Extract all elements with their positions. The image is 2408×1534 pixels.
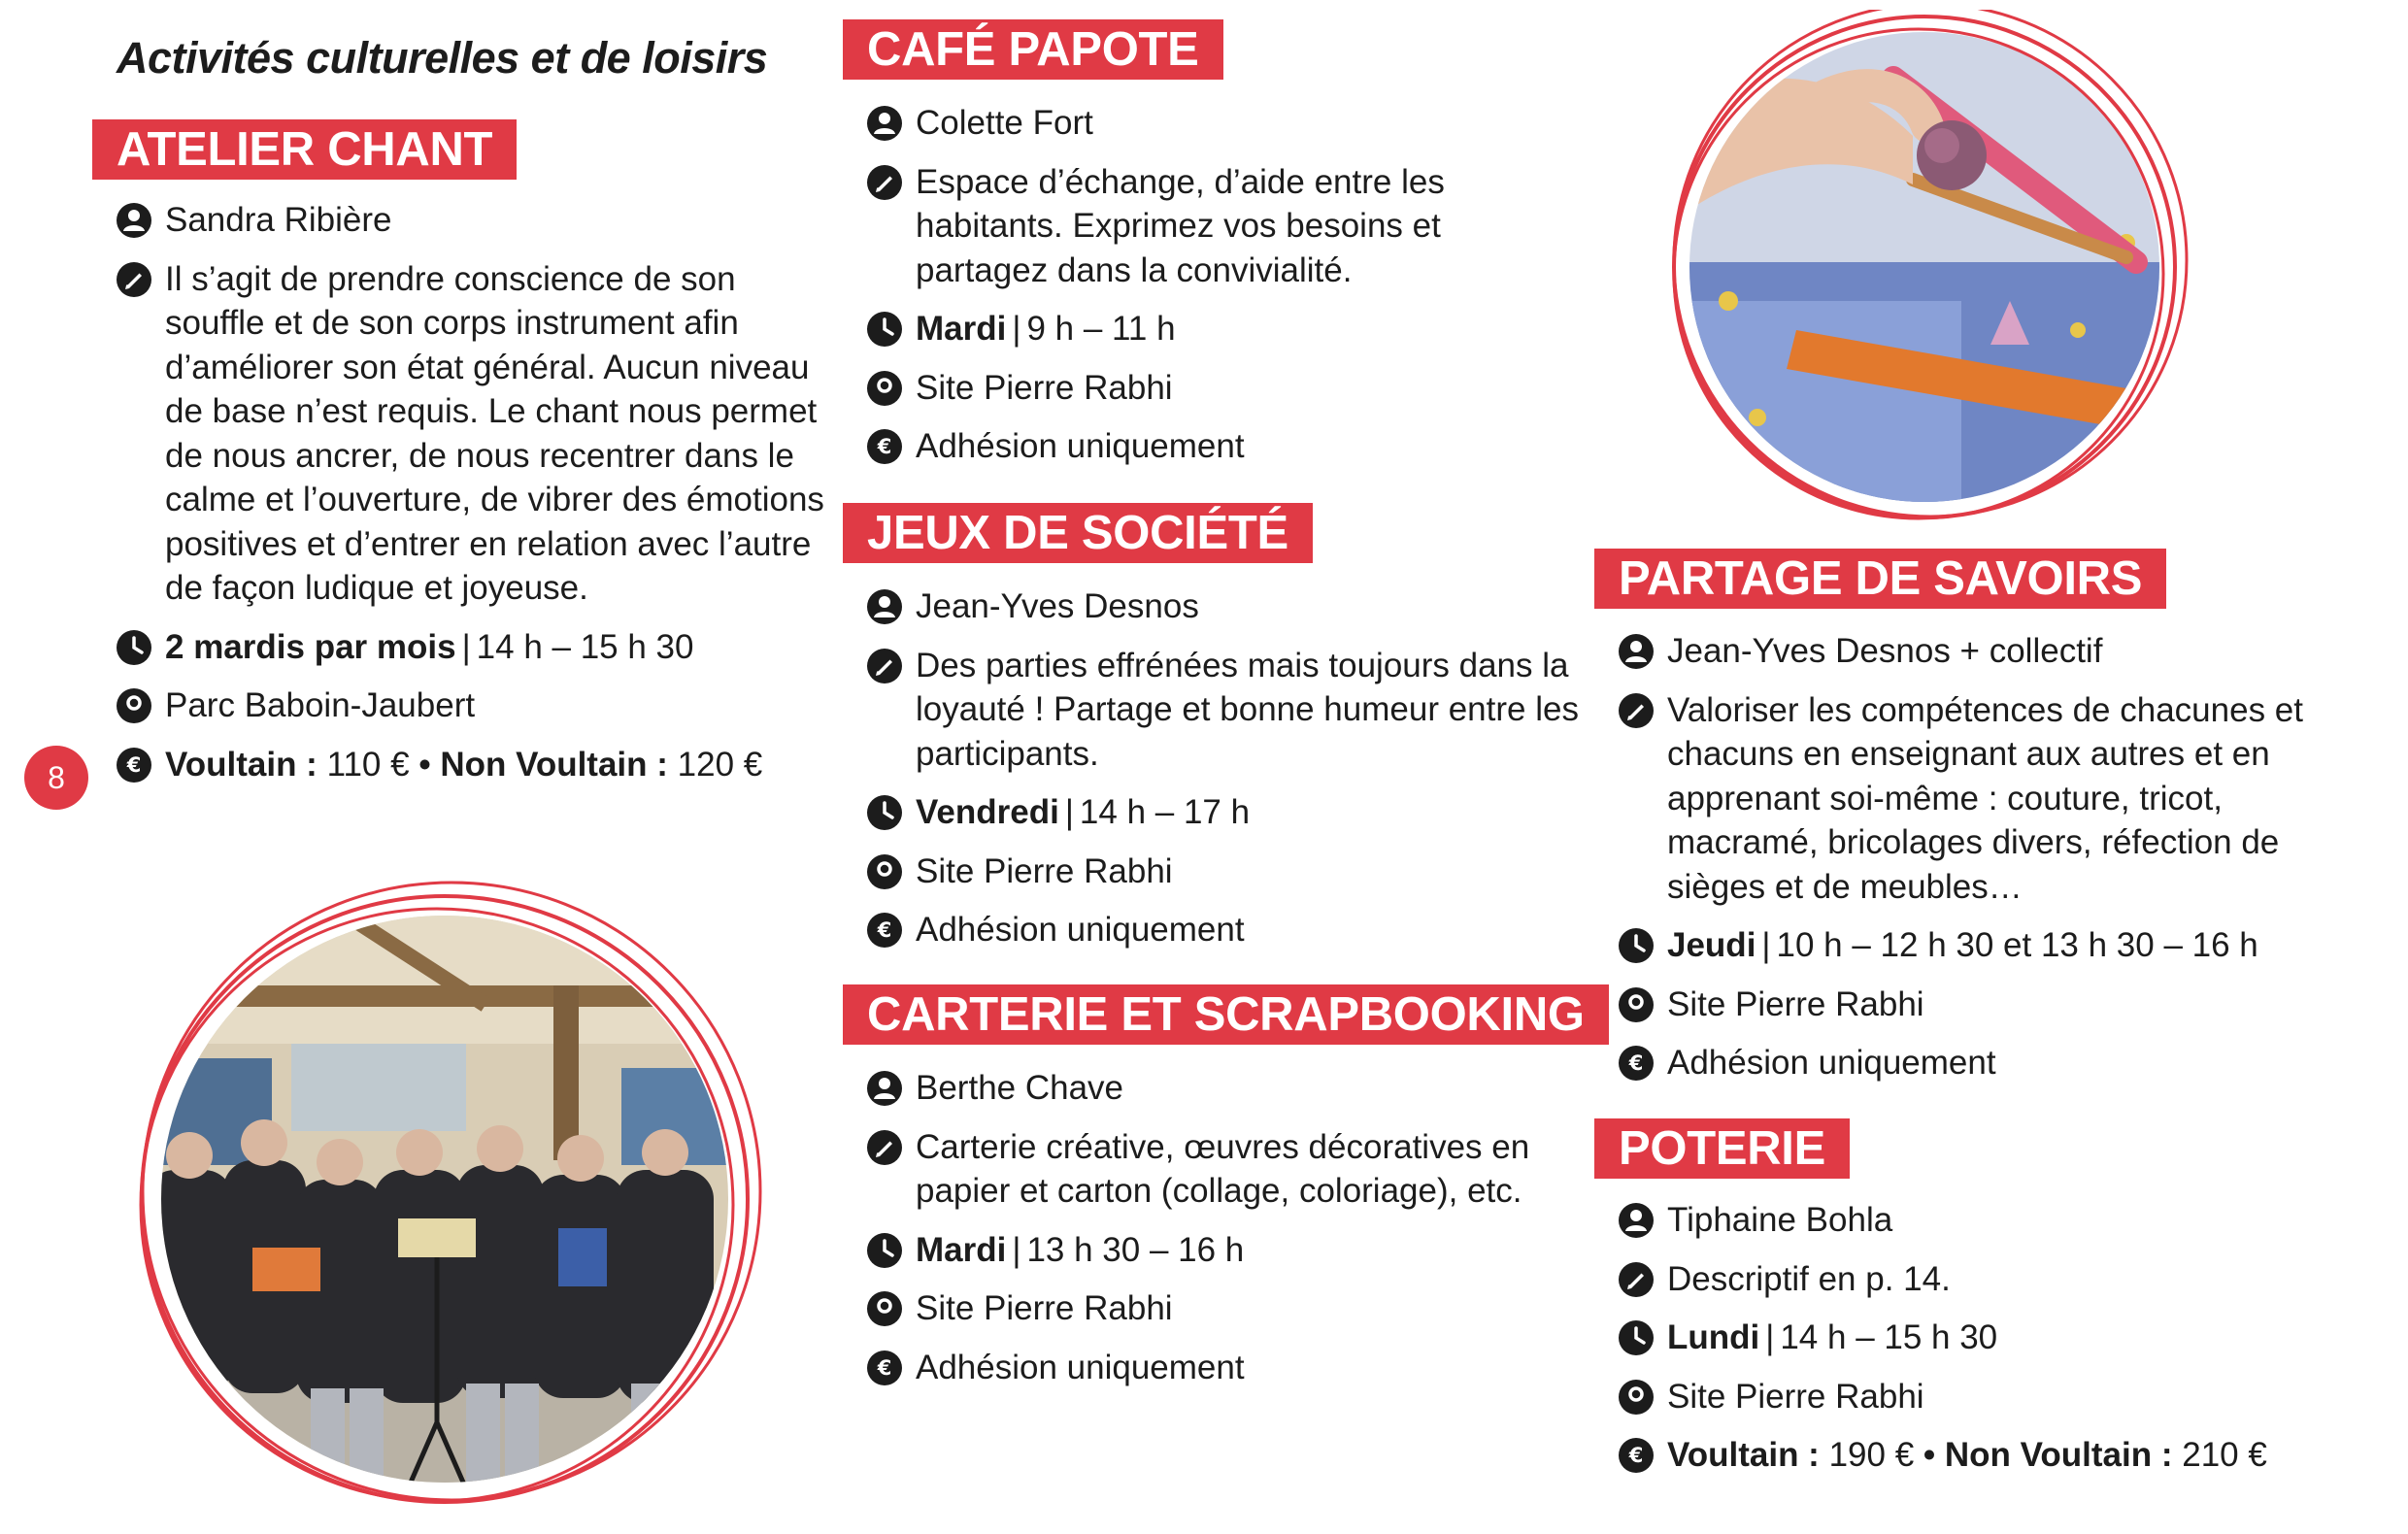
animator-row — [1619, 629, 2318, 674]
clock-icon — [1619, 1320, 1654, 1355]
schedule-row: Mardi | 9 h – 11 h — [867, 307, 1581, 351]
price-text: Adhésion uniquement — [916, 1348, 1245, 1386]
clock-icon — [117, 630, 151, 665]
carterie-title: CARTERIE ET SCRAPBOOKING — [843, 984, 1609, 1045]
partage-de-savoirs-title: PARTAGE DE SAVOIRS — [1594, 549, 2166, 609]
location-pin-icon — [867, 1291, 902, 1326]
animator-name: Sandra Ribière — [165, 201, 392, 239]
clock-icon — [1619, 928, 1654, 963]
price-row — [867, 424, 1581, 469]
poterie-title: POTERIE — [1594, 1118, 1850, 1179]
cafe-papote-title: CAFÉ PAPOTE — [843, 19, 1223, 80]
description-row — [867, 644, 1581, 777]
location-pin-icon — [1619, 987, 1654, 1022]
pencil-icon — [1619, 693, 1654, 728]
animator-row — [867, 1066, 1581, 1111]
choir-photo — [117, 879, 777, 1529]
pencil-icon — [867, 649, 902, 684]
euro-icon: € — [1619, 1046, 1654, 1081]
carterie-card — [867, 1066, 1581, 1404]
schedule-day: Lundi — [1667, 1318, 1760, 1356]
price-2: 120 € — [677, 745, 763, 784]
location-pin-icon — [867, 854, 902, 889]
location-row — [867, 1286, 1581, 1331]
clock-icon — [867, 795, 902, 830]
schedule-time: 13 h 30 – 16 h — [1026, 1230, 1245, 1269]
animator-name: Berthe Chave — [916, 1069, 1124, 1107]
schedule-day: Mardi — [916, 310, 1007, 348]
pencil-icon — [117, 262, 151, 297]
price-label-1: Voultain : — [1667, 1436, 1820, 1474]
animator-row — [117, 198, 830, 243]
location-pin-icon — [867, 371, 902, 406]
pencil-icon — [1619, 1262, 1654, 1297]
schedule-day: Vendredi — [916, 793, 1059, 831]
description-row — [1619, 688, 2318, 910]
location-text: Parc Baboin-Jaubert — [165, 686, 476, 724]
description-text: Espace d’échange, d’aide entre les habitants. Exprimez vos besoins et partagez dans la convivialité. — [916, 162, 1445, 289]
price-1: 110 € — [326, 745, 410, 784]
euro-icon: € — [867, 913, 902, 948]
section-title: Activités culturelles et de loisirs — [117, 33, 768, 83]
description-row — [867, 1125, 1581, 1214]
description-row — [117, 257, 830, 611]
partage-de-savoirs-card — [1619, 629, 2318, 1100]
price-row — [1619, 1433, 2318, 1478]
price-text: Adhésion uniquement — [916, 911, 1245, 949]
schedule-day: Jeudi — [1667, 926, 1756, 964]
description-text: Des parties effrénées mais toujours dans la loyauté ! Partage et bonne humeur entre les participants. — [916, 646, 1579, 773]
description-text: Carterie créative, œuvres décoratives en papier et carton (collage, coloriage), etc. — [916, 1127, 1530, 1210]
description-row — [867, 160, 1581, 293]
location-text: Site Pierre Rabhi — [916, 1289, 1173, 1327]
price-separator: • — [1923, 1436, 1936, 1474]
location-text: Site Pierre Rabhi — [916, 851, 1173, 890]
animator-name: Colette Fort — [916, 104, 1093, 142]
craft-photo — [1670, 10, 2204, 534]
location-pin-icon — [117, 688, 151, 723]
clock-icon — [867, 1233, 902, 1268]
jeux-de-societe-card — [867, 584, 1581, 967]
poterie-card — [1619, 1198, 2318, 1492]
description-text: Valoriser les compétences de chacunes et chacuns en enseignant aux autres et en apprenant soi-même : couture, tricot, macramé, bricolages divers, réfection de sièges et de meubles… — [1667, 690, 2303, 906]
price-2: 210 € — [2182, 1436, 2267, 1474]
euro-icon: € — [867, 1351, 902, 1385]
cafe-papote-card — [867, 101, 1581, 484]
animator-row — [867, 584, 1581, 629]
euro-icon: € — [1619, 1438, 1654, 1473]
price-row — [867, 908, 1581, 952]
location-row — [867, 850, 1581, 894]
schedule-time: 10 h – 12 h 30 et 13 h 30 – 16 h — [1776, 926, 2258, 964]
price-row — [117, 743, 830, 787]
person-icon — [1619, 1203, 1654, 1238]
price-row — [1619, 1041, 2318, 1085]
price-label-2: Non Voultain : — [1944, 1436, 2173, 1474]
animator-name: Jean-Yves Desnos + collectif — [1667, 632, 2103, 670]
schedule-time: 14 h – 15 h 30 — [476, 627, 694, 666]
person-icon — [1619, 634, 1654, 669]
price-text: Adhésion uniquement — [916, 427, 1245, 465]
description-text: Il s’agit de prendre conscience de son souffle et de son corps instrument afin d’améliorer son état général. Aucun niveau de base n’est requis. Le chant nous permet de nous ancrer, de nous recentrer dans le calme et l’ouverture, de vibrer des émotions positives et d’entrer en relation avec l’autre de façon ludique et joyeuse. — [165, 259, 824, 607]
location-text: Site Pierre Rabhi — [1667, 1377, 1924, 1416]
schedule-time: 14 h – 15 h 30 — [1780, 1318, 1998, 1356]
animator-name: Jean-Yves Desnos — [916, 587, 1199, 625]
schedule-day: Mardi — [916, 1230, 1007, 1269]
person-icon — [867, 589, 902, 624]
euro-icon: € — [117, 748, 151, 783]
location-text: Site Pierre Rabhi — [916, 368, 1173, 407]
location-pin-icon — [1619, 1380, 1654, 1415]
price-label-2: Non Voultain : — [440, 745, 668, 784]
euro-icon: € — [867, 429, 902, 464]
schedule-row: 2 mardis par mois | 14 h – 15 h 30 — [117, 625, 830, 670]
price-1: 190 € — [1828, 1436, 1915, 1474]
schedule-row: Vendredi | 14 h – 17 h — [867, 790, 1581, 835]
atelier-chant-title: ATELIER CHANT — [92, 119, 517, 180]
description-text: Descriptif en p. 14. — [1667, 1259, 1951, 1298]
schedule-time: 14 h – 17 h — [1079, 793, 1251, 831]
page-number: 8 — [24, 746, 88, 810]
person-icon — [117, 203, 151, 238]
schedule-row: Jeudi | 10 h – 12 h 30 et 13 h 30 – 16 h — [1619, 923, 2318, 968]
pencil-icon — [867, 165, 902, 200]
price-separator: • — [418, 745, 431, 784]
location-row — [1619, 1375, 2318, 1419]
person-icon — [867, 106, 902, 141]
animator-row — [867, 101, 1581, 146]
pencil-icon — [867, 1130, 902, 1165]
schedule-row: Mardi | 13 h 30 – 16 h — [867, 1228, 1581, 1273]
clock-icon — [867, 312, 902, 347]
price-label-1: Voultain : — [165, 745, 318, 784]
atelier-chant-card — [117, 198, 830, 801]
schedule-time: 9 h – 11 h — [1026, 310, 1176, 348]
description-row — [1619, 1257, 2318, 1302]
jeux-de-societe-title: JEUX DE SOCIÉTÉ — [843, 503, 1313, 563]
location-row — [867, 366, 1581, 411]
price-row — [867, 1346, 1581, 1390]
price-text: Adhésion uniquement — [1667, 1044, 1996, 1082]
person-icon — [867, 1071, 902, 1106]
animator-name: Tiphaine Bohla — [1667, 1201, 1893, 1239]
location-text: Site Pierre Rabhi — [1667, 984, 1924, 1023]
animator-row — [1619, 1198, 2318, 1243]
schedule-day: 2 mardis par mois — [165, 627, 456, 666]
location-row — [117, 684, 830, 728]
location-row — [1619, 983, 2318, 1027]
schedule-row: Lundi | 14 h – 15 h 30 — [1619, 1316, 2318, 1360]
